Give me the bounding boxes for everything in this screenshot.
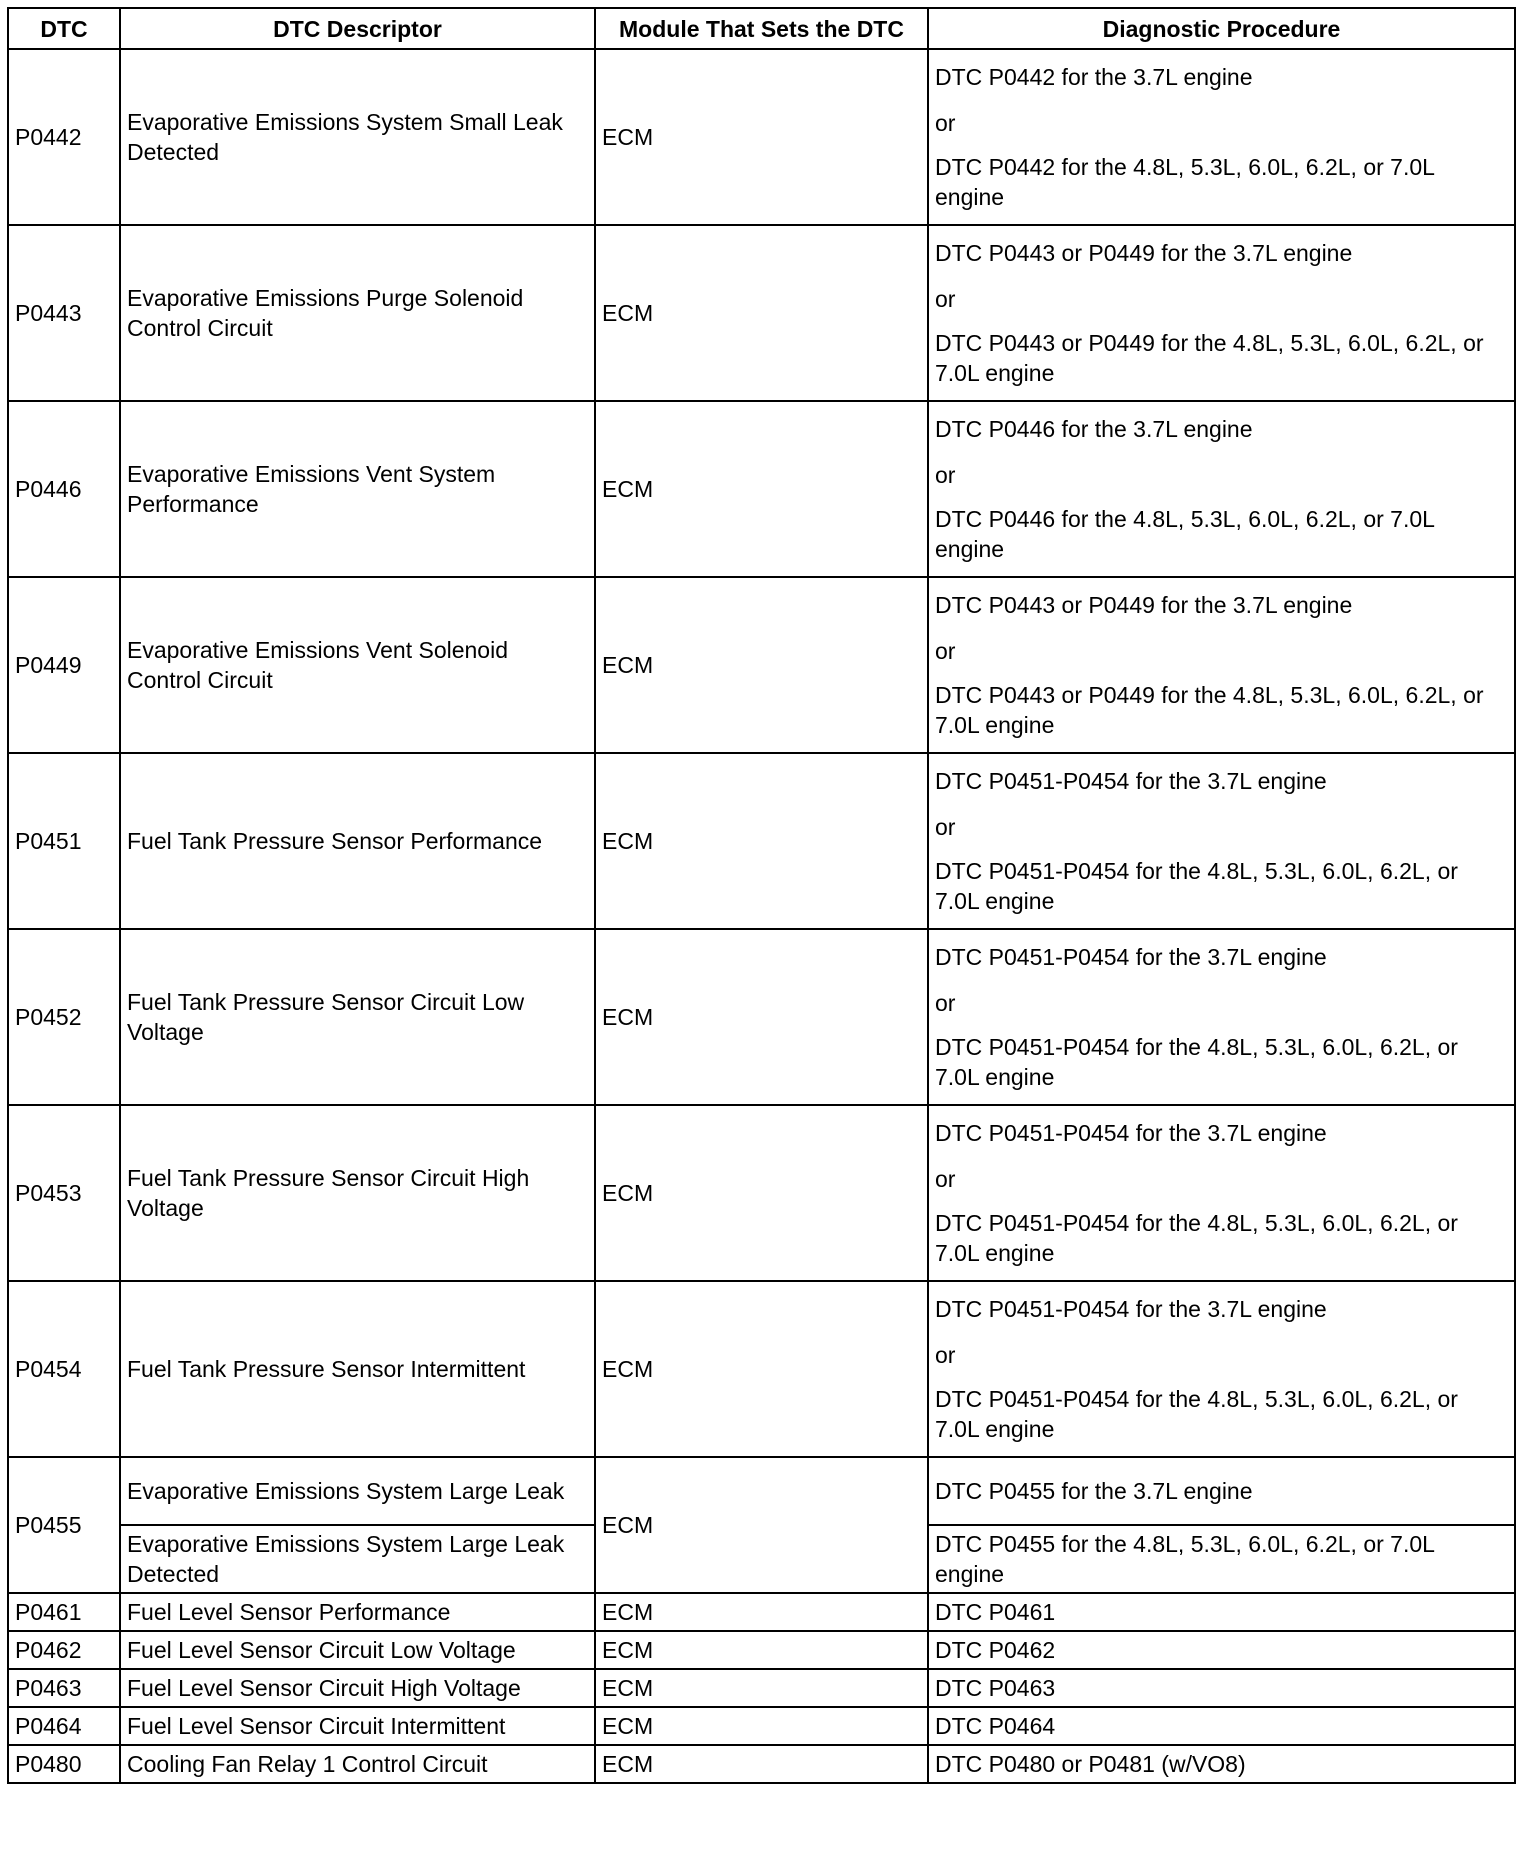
procedure-cell [928,1281,1515,1457]
module-cell: ECM [595,1281,928,1457]
procedure-link[interactable]: DTC P0443 or P0449 for the 4.8L, 5.3L, 6.0L, 6.2L, or 7.0L engine [935,330,1484,386]
module-cell: ECM [595,1669,928,1707]
dtc-code: P0454 [8,1281,120,1457]
dtc-descriptor: Cooling Fan Relay 1 Control Circuit [120,1745,595,1783]
dtc-code: P0463 [8,1669,120,1707]
procedure-cell [928,225,1515,401]
procedure-link[interactable]: DTC P0443 or P0449 for the 3.7L engine [935,240,1353,266]
procedure-link[interactable]: DTC P0451-P0454 for the 3.7L engine [935,1120,1327,1146]
dtc-code: P0449 [8,577,120,753]
module-cell: ECM [595,1631,928,1669]
header-descriptor: DTC Descriptor [120,8,595,49]
or-label: or [935,1166,956,1192]
module-cell: ECM [595,1457,928,1593]
header-row [8,8,1515,49]
table-row [8,1745,1515,1783]
table-row [8,753,1515,929]
dtc-descriptor: Fuel Level Sensor Circuit Low Voltage [120,1631,595,1669]
procedure-link[interactable]: DTC P0446 for the 4.8L, 5.3L, 6.0L, 6.2L, or 7.0L engine [935,506,1435,562]
or-label: or [935,110,956,136]
module-cell: ECM [595,49,928,225]
procedure-link[interactable]: DTC P0451-P0454 for the 4.8L, 5.3L, 6.0L, 6.2L, or 7.0L engine [935,1210,1458,1266]
dtc-code: P0453 [8,1105,120,1281]
dtc-code: P0464 [8,1707,120,1745]
table-row [8,1707,1515,1745]
dtc-code: P0480 [8,1745,120,1783]
table-row [8,401,1515,577]
module-cell: ECM [595,753,928,929]
dtc-code: P0446 [8,401,120,577]
procedure-link[interactable]: DTC P0451-P0454 for the 4.8L, 5.3L, 6.0L, 6.2L, or 7.0L engine [935,1034,1458,1090]
or-label: or [935,1342,956,1368]
dtc-descriptor: Fuel Tank Pressure Sensor Intermittent [120,1281,595,1457]
procedure-link[interactable]: DTC P0451-P0454 for the 3.7L engine [935,944,1327,970]
table-row [8,49,1515,225]
dtc-code: P0455 [8,1457,120,1593]
procedure-link[interactable]: DTC P0480 or P0481 (w/VO8) [928,1745,1515,1783]
dtc-descriptor: Fuel Level Sensor Performance [120,1593,595,1631]
table-row [8,1281,1515,1457]
procedure-link[interactable]: DTC P0451-P0454 for the 3.7L engine [935,1296,1327,1322]
or-label: or [935,990,956,1016]
procedure-link[interactable]: DTC P0463 [928,1669,1515,1707]
procedure-link[interactable]: DTC P0443 or P0449 for the 4.8L, 5.3L, 6.0L, 6.2L, or 7.0L engine [935,682,1484,738]
procedure-link[interactable]: DTC P0451-P0454 for the 3.7L engine [935,768,1327,794]
or-label: or [935,286,956,312]
dtc-table [7,7,1516,1784]
module-cell: ECM [595,1707,928,1745]
dtc-code: P0442 [8,49,120,225]
dtc-descriptor: Evaporative Emissions System Small Leak Detected [120,49,595,225]
header-module: Module That Sets the DTC [595,8,928,49]
dtc-descriptor: Fuel Level Sensor Circuit Intermittent [120,1707,595,1745]
module-cell: ECM [595,577,928,753]
table-row [8,225,1515,401]
procedure-cell [928,1105,1515,1281]
procedure-cell [928,577,1515,753]
dtc-code: P0451 [8,753,120,929]
table-row [8,1457,1515,1525]
table-row [8,577,1515,753]
table-row [8,1593,1515,1631]
procedure-cell [928,753,1515,929]
header-dtc: DTC [8,8,120,49]
dtc-descriptor: Fuel Tank Pressure Sensor Performance [120,753,595,929]
dtc-descriptor: Evaporative Emissions Vent System Performance [120,401,595,577]
header-procedure: Diagnostic Procedure [928,8,1515,49]
dtc-code: P0462 [8,1631,120,1669]
procedure-cell [928,49,1515,225]
procedure-link[interactable]: DTC P0455 for the 3.7L engine [928,1457,1515,1525]
procedure-link[interactable]: DTC P0442 for the 3.7L engine [935,64,1253,90]
module-cell: ECM [595,1105,928,1281]
procedure-link[interactable]: DTC P0446 for the 3.7L engine [935,416,1253,442]
procedure-link[interactable]: DTC P0462 [928,1631,1515,1669]
procedure-link[interactable]: DTC P0443 or P0449 for the 3.7L engine [935,592,1353,618]
procedure-link[interactable]: DTC P0464 [928,1707,1515,1745]
or-label: or [935,462,956,488]
dtc-code: P0443 [8,225,120,401]
module-cell: ECM [595,401,928,577]
dtc-code: P0461 [8,1593,120,1631]
dtc-descriptor: Fuel Level Sensor Circuit High Voltage [120,1669,595,1707]
module-cell: ECM [595,1593,928,1631]
procedure-link[interactable]: DTC P0461 [928,1593,1515,1631]
table-row [8,1105,1515,1281]
dtc-descriptor: Evaporative Emissions System Large Leak [120,1457,595,1525]
or-label: or [935,814,956,840]
procedure-cell [928,929,1515,1105]
procedure-link[interactable]: DTC P0451-P0454 for the 4.8L, 5.3L, 6.0L, 6.2L, or 7.0L engine [935,1386,1458,1442]
table-row [8,929,1515,1105]
module-cell: ECM [595,929,928,1105]
dtc-descriptor: Evaporative Emissions Purge Solenoid Control Circuit [120,225,595,401]
module-cell: ECM [595,225,928,401]
dtc-code: P0452 [8,929,120,1105]
procedure-link[interactable]: DTC P0451-P0454 for the 4.8L, 5.3L, 6.0L, 6.2L, or 7.0L engine [935,858,1458,914]
table-row [8,1631,1515,1669]
dtc-descriptor: Evaporative Emissions Vent Solenoid Control Circuit [120,577,595,753]
dtc-descriptor: Evaporative Emissions System Large Leak Detected [120,1525,595,1593]
or-label: or [935,638,956,664]
dtc-descriptor: Fuel Tank Pressure Sensor Circuit High Voltage [120,1105,595,1281]
procedure-cell [928,401,1515,577]
procedure-link[interactable]: DTC P0455 for the 4.8L, 5.3L, 6.0L, 6.2L, or 7.0L engine [928,1525,1515,1593]
dtc-descriptor: Fuel Tank Pressure Sensor Circuit Low Voltage [120,929,595,1105]
table-row [8,1669,1515,1707]
module-cell: ECM [595,1745,928,1783]
procedure-link[interactable]: DTC P0442 for the 4.8L, 5.3L, 6.0L, 6.2L, or 7.0L engine [935,154,1435,210]
dtc-table-container [7,7,1516,1784]
